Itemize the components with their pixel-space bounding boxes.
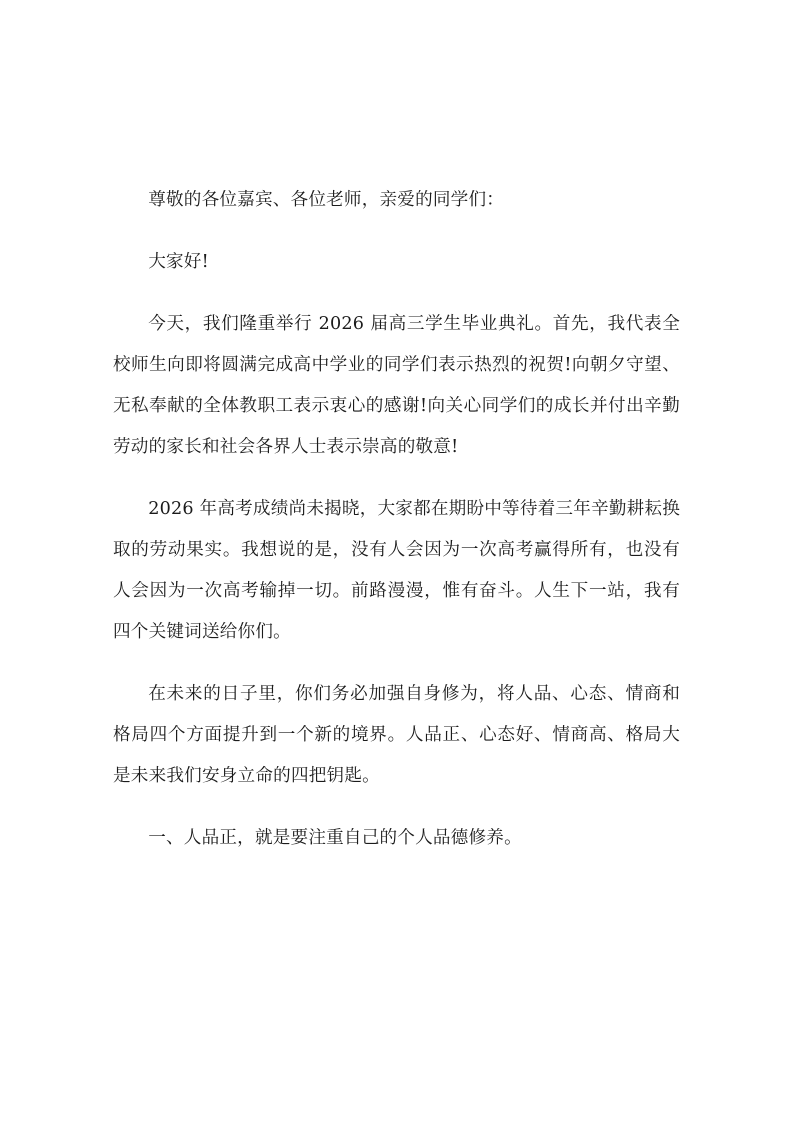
paragraph-greeting: 大家好! [148,252,209,272]
document-text-body [113,180,680,859]
paragraph-body-2: 2026 年高考成绩尚未揭晓，大家都在期盼中等待着三年辛勤耕耘换取的劳动果实。我想说的是，没有人会因为一次高考赢得所有，也没有人会因为一次高考输掉一切。前路漫漫，惟有奋斗。人生下一站，我有四个关键词送给你们。 [113,499,680,642]
paragraph-body-3: 在未来的日子里，你们务必加强自身修为，将人品、心态、情商和格局四个方面提升到一个新的境界。人品正、心态好、情商高、格局大是未来我们安身立命的四把钥匙。 [113,684,680,786]
paragraph-body-4: 一、人品正，就是要注重自己的个人品德修养。 [148,828,522,848]
paragraph-salutation: 尊敬的各位嘉宾、各位老师，亲爱的同学们： [148,190,505,210]
paragraph-body-1: 今天，我们隆重举行 2026 届高三学生毕业典礼。首先，我代表全校师生向即将圆满完成高中学业的同学们表示热烈的祝贺!向朝夕守望、无私奉献的全体教职工表示衷心的感谢!向关心同学们的成长并付出辛勤劳动的家长和社会各界人士表示崇高的敬意! [113,314,680,457]
